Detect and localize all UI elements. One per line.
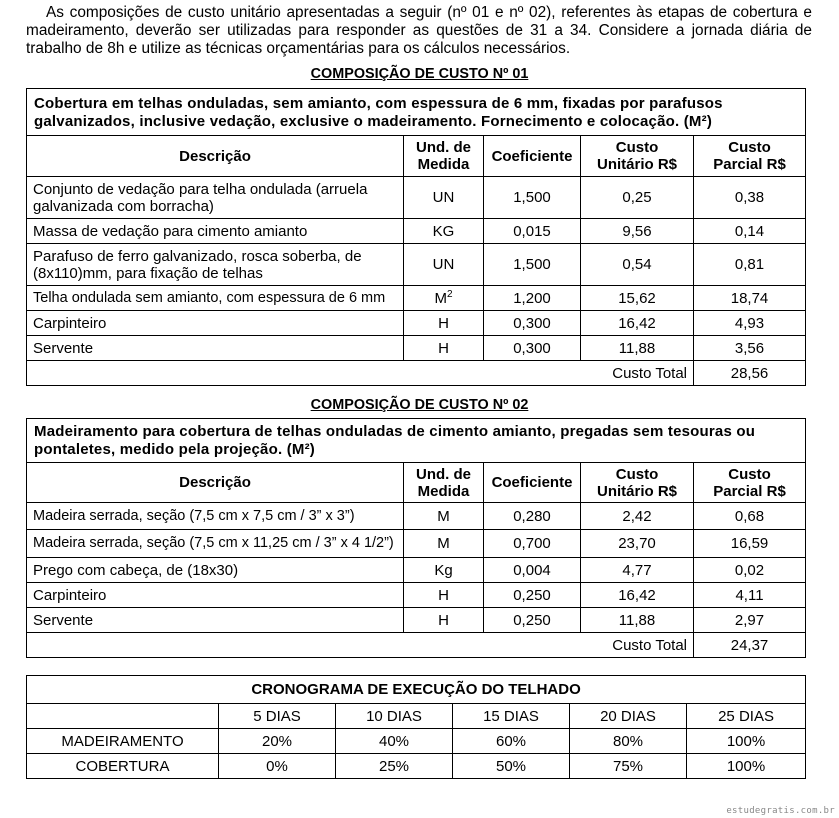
schedule-table (26, 675, 806, 779)
total-row (27, 633, 806, 658)
col-descricao: Descrição (27, 136, 404, 177)
schedule-col: 25 DIAS (687, 704, 806, 729)
schedule-col: 5 DIAS (219, 704, 336, 729)
table-row: Prego com cabeça, de (18x30) Kg 0,004 4,77 0,02 (27, 558, 806, 583)
table-row: Madeira serrada, seção (7,5 cm x 7,5 cm / 3” x 3”) M 0,280 2,42 0,68 (27, 503, 806, 530)
table-row: Conjunto de vedação para telha ondulada (arruela galvanizada com borracha) UN 1,500 0,25 0,38 (27, 177, 806, 219)
col-custo-unitario: Custo Unitário R$ (581, 463, 694, 503)
table-row: Servente H 0,300 11,88 3,56 (27, 336, 806, 361)
col-unidade: Und. de Medida (404, 136, 484, 177)
table-row: Parafuso de ferro galvanizado, rosca soberba, de (8x110)mm, para fixação de telhas UN 1,500 0,54 0,81 (27, 244, 806, 286)
schedule-col: 15 DIAS (453, 704, 570, 729)
total-value: 28,56 (694, 361, 806, 386)
table-row: Carpinteiro H 0,300 16,42 4,93 (27, 311, 806, 336)
total-label: Custo Total (27, 361, 694, 386)
composition-1-caption: Cobertura em telhas onduladas, sem amianto, com espessura de 6 mm, fixadas por parafusos galvanizados, inclusive vedação, exclusive o madeiramento. Fornecimento e colocação. (M²) (27, 89, 806, 136)
total-label: Custo Total (27, 633, 694, 658)
watermark-text: estudegratis.com.br (726, 806, 835, 816)
table-row: Madeira serrada, seção (7,5 cm x 11,25 cm / 3” x 4 1/2”) M 0,700 23,70 16,59 (27, 530, 806, 558)
schedule-header-row (27, 704, 806, 729)
col-descricao: Descrição (27, 463, 404, 503)
schedule-row-cobertura: COBERTURA 0% 25% 50% 75% 100% (27, 754, 806, 779)
intro-paragraph: As composições de custo unitário apresentadas a seguir (nº 01 e nº 02), referentes às etapas de cobertura e madeiramento, deverão ser utilizadas para responder as questões de 31 a 34. Considere a jornada diária de trabalho de 8h e utilize as técnicas orçamentárias para os cálculos necessários. (26, 4, 812, 57)
table-row: Telha ondulada sem amianto, com espessura de 6 mm $M^2$ 1,200 15,62 18,74 (27, 286, 806, 311)
total-value: 24,37 (694, 633, 806, 658)
header-row (27, 136, 806, 177)
col-coeficiente: Coeficiente (484, 463, 581, 503)
schedule-col: 10 DIAS (336, 704, 453, 729)
col-custo-parcial: Custo Parcial R$ (694, 136, 806, 177)
schedule-row-label: COBERTURA (27, 754, 219, 779)
col-custo-parcial: Custo Parcial R$ (694, 463, 806, 503)
composition-1-title: COMPOSIÇÃO DE CUSTO Nº 01 (310, 66, 529, 82)
composition-1-table (26, 88, 806, 386)
table-row: Servente H 0,250 11,88 2,97 (27, 608, 806, 633)
col-unidade: Und. de Medida (404, 463, 484, 503)
schedule-col: 20 DIAS (570, 704, 687, 729)
schedule-row-label: MADEIRAMENTO (27, 729, 219, 754)
schedule-row-madeiramento: MADEIRAMENTO 20% 40% 60% 80% 100% (27, 729, 806, 754)
composition-2-table (26, 418, 806, 658)
composition-2-caption: Madeiramento para cobertura de telhas onduladas de cimento amianto, pregadas sem tesouras ou pontaletes, medido pela projeção. (M²) (27, 419, 806, 463)
header-row (27, 463, 806, 503)
col-coeficiente: Coeficiente (484, 136, 581, 177)
schedule-title: CRONOGRAMA DE EXECUÇÃO DO TELHADO (27, 676, 806, 704)
composition-2-title: COMPOSIÇÃO DE CUSTO Nº 02 (310, 397, 529, 413)
total-row (27, 361, 806, 386)
table-row: Carpinteiro H 0,250 16,42 4,11 (27, 583, 806, 608)
table-row: Massa de vedação para cimento amianto KG 0,015 9,56 0,14 (27, 219, 806, 244)
col-custo-unitario: Custo Unitário R$ (581, 136, 694, 177)
